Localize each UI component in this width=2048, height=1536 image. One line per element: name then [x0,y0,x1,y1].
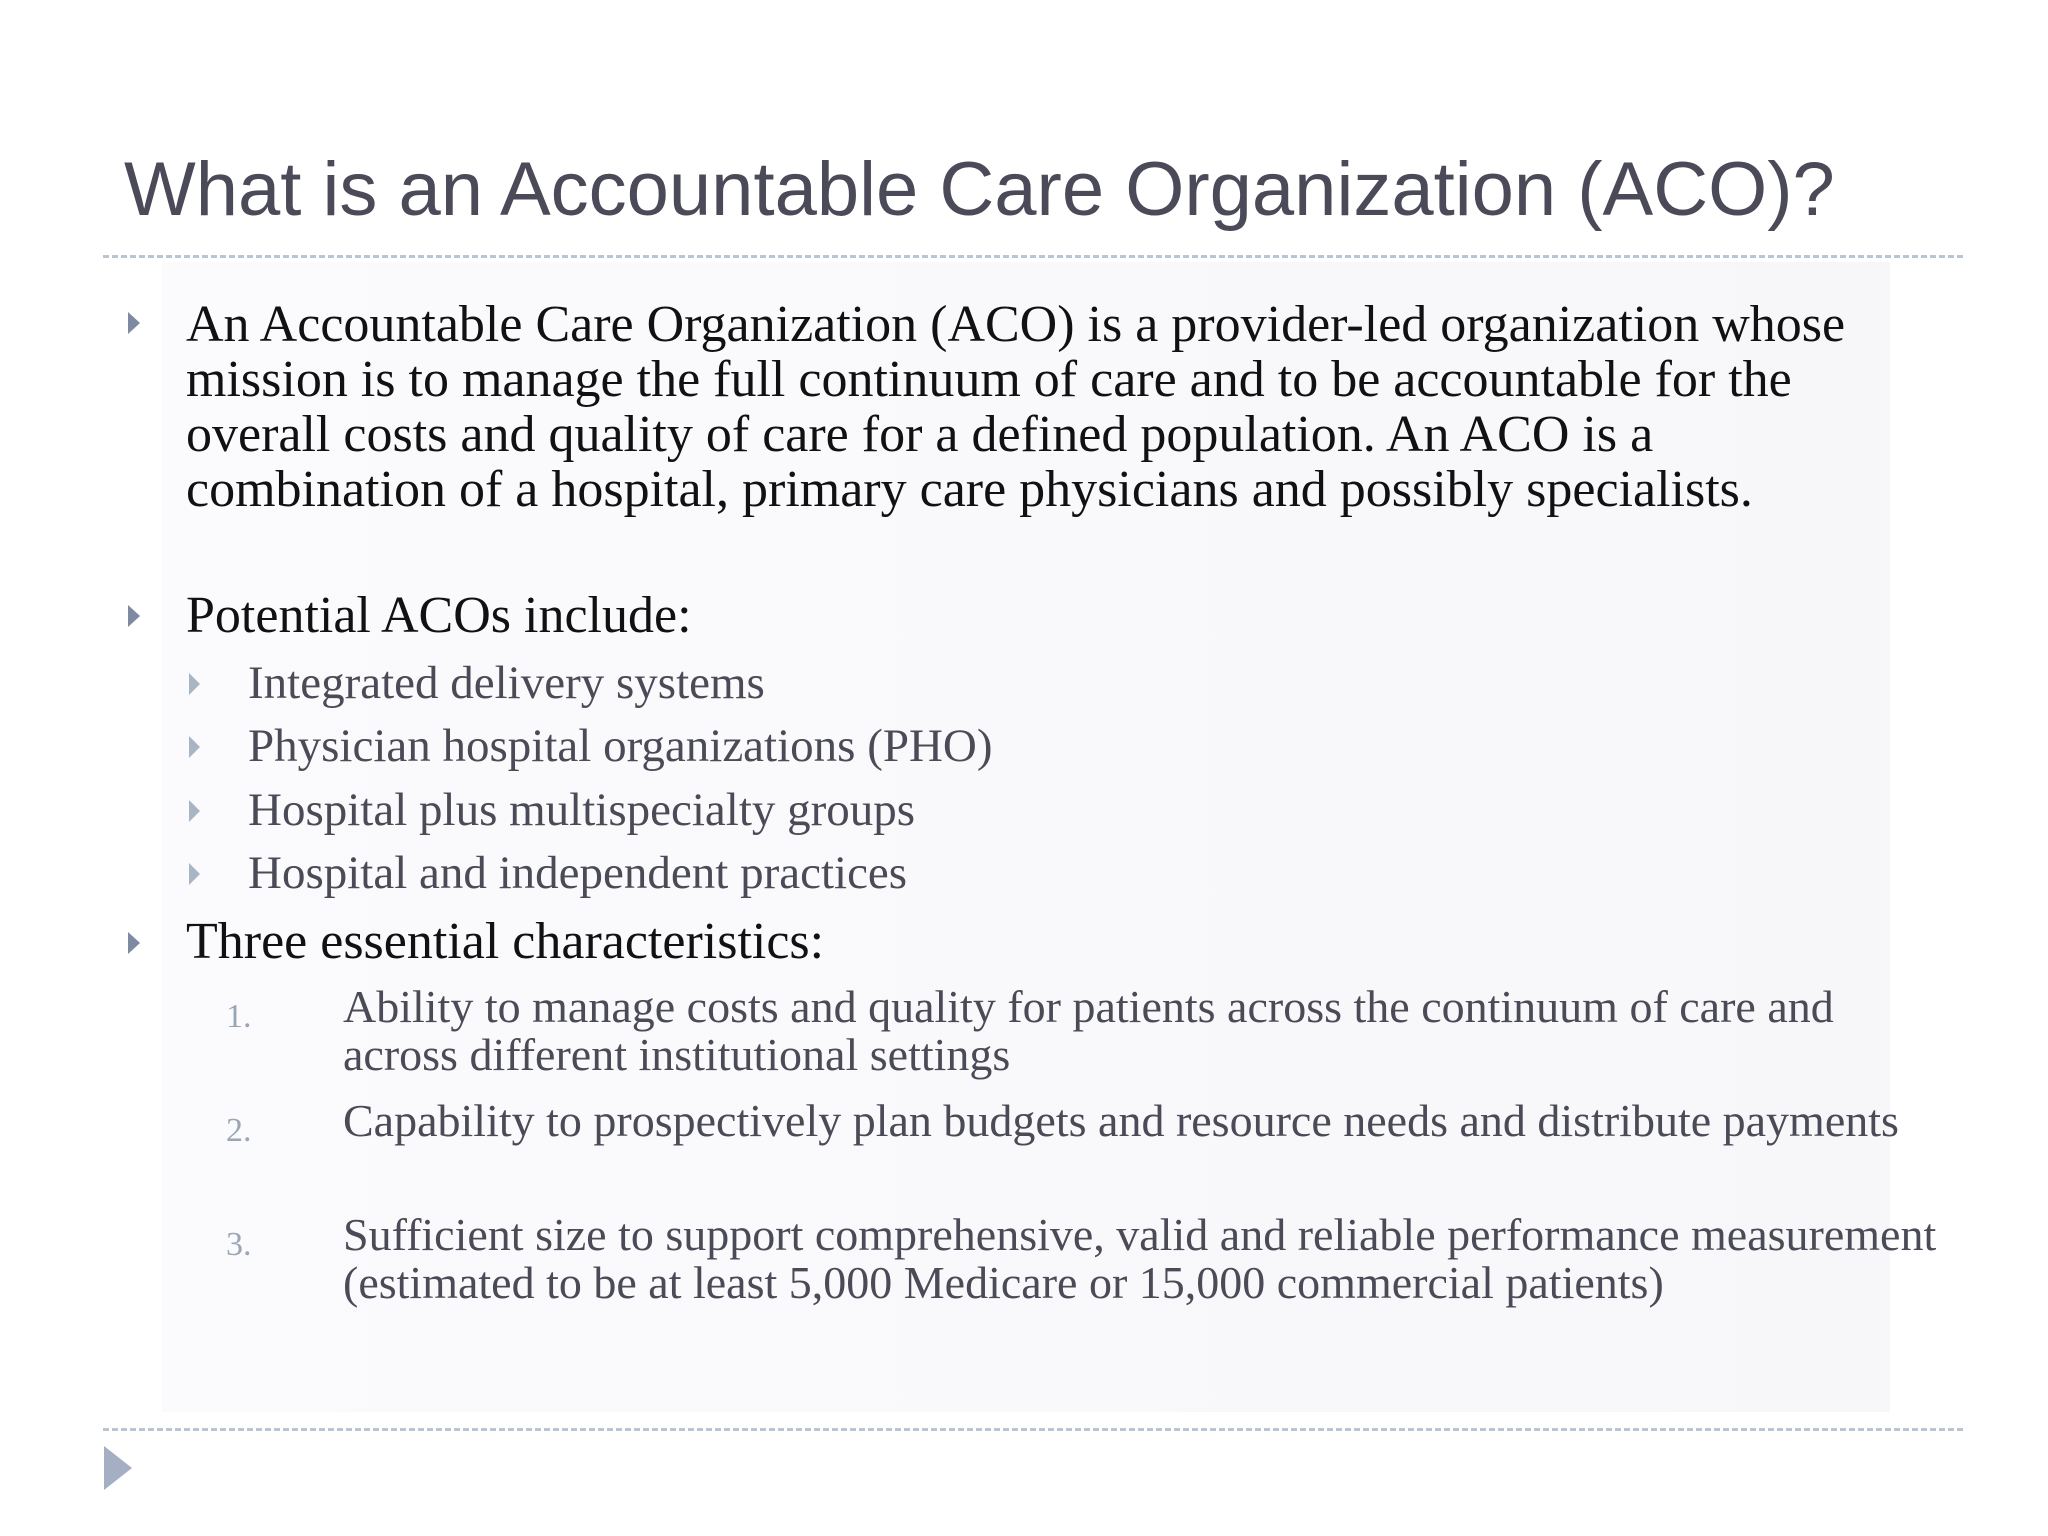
triangle-bullet-icon [128,605,140,627]
bullet-essential-characteristics: Three essential characteristics: [186,913,825,970]
numbered-label: 1. [226,998,252,1035]
characteristic-sufficient-size: Sufficient size to support comprehensive, valid and reliable performance measurement (estimated to be at least 5,000 Medicare or 15,000 commercial patients) [343,1209,1937,1308]
sub-bullet-multispecialty: Hospital plus multispecialty groups [248,784,916,836]
triangle-sub-bullet-icon [189,673,200,695]
bullet-aco-definition: An Accountable Care Organization (ACO) is a provider-led organization whose mission is to manage the full continuum of care and to be accountable for the overall costs and quality of care for a defined population. An ACO is a combination of a hospital, primary care physicians and possibly specialists. [186,296,1846,518]
characteristic-cost-quality: Ability to manage costs and quality for patients across the continuum of care and across different institutional settings [343,981,1834,1080]
triangle-sub-bullet-icon [189,736,200,758]
characteristic-budget-planning: Capability to prospectively plan budgets and resource needs and distribute payments [343,1095,1899,1146]
numbered-label: 3. [226,1226,252,1263]
triangle-bullet-icon [128,932,140,954]
slide-title: What is an Accountable Care Organization (ACO)? [124,147,1835,232]
triangle-sub-bullet-icon [189,800,200,822]
bullet-potential-acos: Potential ACOs include: [186,587,692,644]
footer-divider [103,1428,1963,1431]
sub-bullet-independent-practices: Hospital and independent practices [248,847,908,899]
triangle-sub-bullet-icon [189,863,200,885]
triangle-bullet-icon [128,312,140,334]
sub-bullet-integrated-delivery: Integrated delivery systems [248,657,765,709]
sub-bullet-pho: Physician hospital organizations (PHO) [248,720,993,772]
numbered-label: 2. [226,1112,252,1149]
next-slide-arrow-icon[interactable] [104,1446,132,1490]
